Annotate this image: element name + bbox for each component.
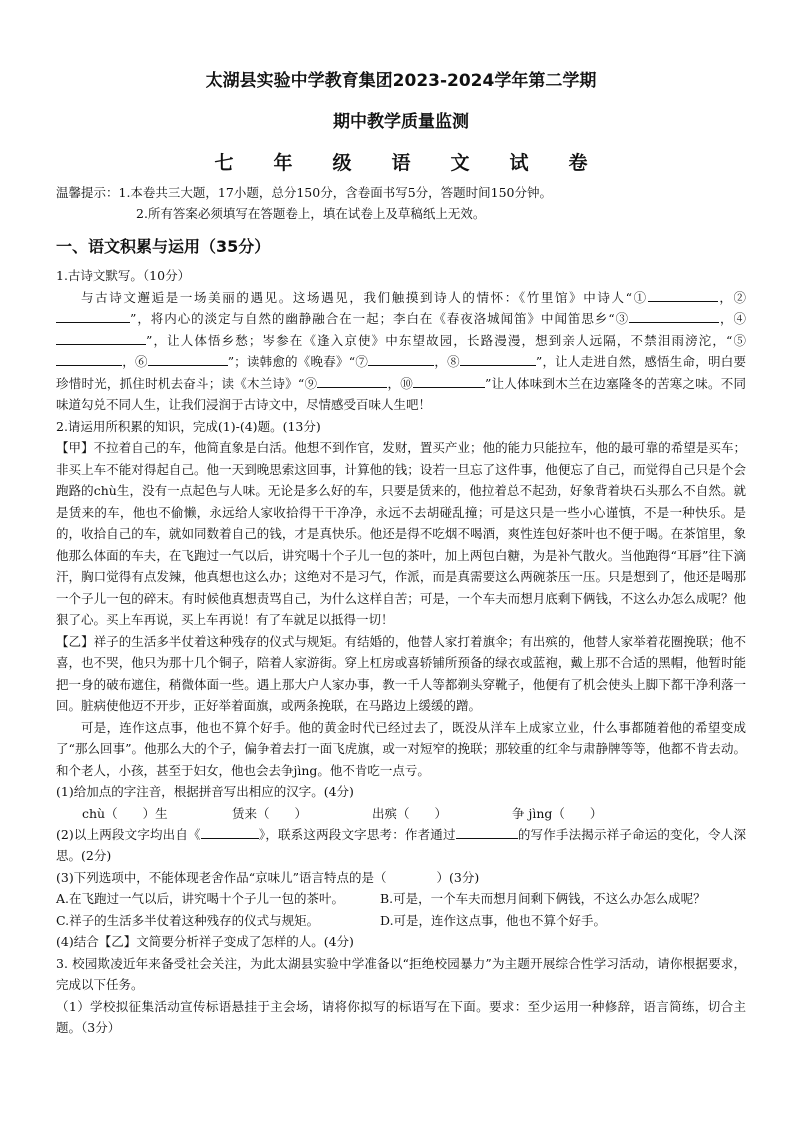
passage-text: ，④ [719,311,746,326]
subquestion-4-label: (4)结合【乙】文简要分析祥子变成了怎样的人。(4分) [56,934,354,949]
pinyin-row [56,803,746,824]
subquestion-1-label: (1)给加点的字注音，根据拼音写出相应的汉字。(4分) [56,784,354,799]
answer-blank-9[interactable] [317,373,387,388]
book-title-blank[interactable] [201,824,259,839]
passage-text: ，⑥ [122,354,148,369]
answer-blank-2[interactable] [56,308,130,323]
title-char: 卷 [568,152,588,174]
passage-yi-1: 【乙】祥子的生活多半仗着这种残存的仪式与规矩。有结婚的，他替人家打着旗伞；有出殡的，他替人家举着花圈挽联；他不喜，也不哭，他只为那十几个铜子，陪着人家游街。穿上杠房或喜轿铺所预备的绿衣或蓝袍，戴上那不合适的黑帽，他暂时能把一身的破布遮住，稍微体面一些。遇上那大户人家办事，教一千人等都剃头穿靴子，他便有了机会使头上脚下都干净利落一回。脏病使他迈不开步，正好举着面旗，或两条挽联，在马路边上缓缓的蹭。 [56,633,746,713]
answer-blank-7[interactable] [368,351,434,366]
title-char: 年 [273,152,293,174]
technique-blank[interactable] [456,824,518,839]
passage-jia: 【甲】不拉着自己的车，他简直象是白活。他想不到作官，发财，置买产业；他的能力只能拉车，他的最可靠的希望是买车；非买上车不能对得起自己。他一天到晚思索这回事，计算他的钱；设若一旦忘了这件事，他便忘了自己，而觉得自己只是个会跑路的chù生，没有一点起色与人味。无论是多么好的车，只要是赁来的，他拉着总不起劲，好象背着块石头那么不自然。就是赁来的车，他也不偷懒，永远给人家收拾得干干净净，永远不去胡碰乱撞；可是这只是一些小心谨慎，不是一种快乐。是的，收拾自己的车，就如同数着自己的钱，才是真快乐。他还是得不吃烟不喝酒，爽性连包好茶叶也不便于喝。在茶馆里，象他那么体面的车夫，在飞跑过一气以后，讲究喝十个子儿一包的茶叶，加上两包白糖，为是补气散火。当他跑得“耳唇”往下滴汗，胸口觉得有点发辣，他真想也这么办；这绝对不是习气，作派，而是真需要这么两碗茶压一压。只是想到了，他还是喝那一个子儿一包的碎末。有时候他真想责骂自己，为什么这样自苦；可是，一个车夫而想月底剩下俩钱，不这么办怎么成呢？他狠了心。买上车再说，买上车再说！有了车就足以抵得一切！ [56,440,746,627]
answer-blank-8[interactable] [460,351,536,366]
pinyin-item-3[interactable]: 出殡（ ） [372,805,448,821]
title-char: 文 [450,152,470,174]
subquestion-2-text: (2)以上两段文字均出自《 [56,826,201,842]
tip-line-1: 温馨提示：1.本卷共三大题，17小题，总分150分，含卷面书写5分，答题时间150分钟。 [56,185,553,200]
exam-page [56,58,746,1039]
option-c[interactable]: C.祥子的生活多半仗着这种残存的仪式与规矩。 [56,912,320,928]
question-2-label: 2.请运用所积累的知识，完成(1)-(4)题。(13分) [56,418,321,434]
answer-blank-10[interactable] [413,373,485,388]
question-1-label: 1.古诗文默写。（10分） [56,268,191,283]
answer-blank-5[interactable] [56,351,122,366]
answer-blank-6[interactable] [148,351,228,366]
subquestion-3-label: (3)下列选项中，不能体现老舍作品“京味儿”语言特点的是（ ）(3分) [56,869,480,885]
exam-subtitle: 期中教学质量监测 [333,112,469,132]
pinyin-item-4[interactable]: 争 jìng（ ） [512,805,603,821]
passage-text: ”；读韩愈的《晚春》“⑦ [227,354,369,369]
question-1-passage [56,287,746,416]
pinyin-item-2[interactable]: 赁来（ ） [232,805,308,821]
passage-text: ”让人体味到木兰在边塞隆冬的苦寒之味。不同味道勾兑不同人生，让我们浸润于古诗文中，尽情感受百味人生吧！ [56,375,746,412]
passage-yi-2: 可是，连作这点事，他也不算个好手。他的黄金时代已经过去了，既没从洋车上成家立业，什么事都随着他的希望变成了“那么回事”。他那么大的个子，偏争着去打一面飞虎旗，或一对短窄的挽联；那较重的红伞与肃静牌等等，他都不肯去动。和个老人，小孩，甚至于妇女，他也会去争jìng。他不肯吃一点亏。 [56,719,746,778]
option-b[interactable]: B.可是，一个车夫而想月间剩下俩钱，不这么办怎么成呢？ [380,891,706,906]
tip-line-2: 2.所有答案必须填写在答题卷上，填在试卷上及草稿纸上无效。 [136,206,486,221]
passage-text: ”，让人体悟乡愁；岑参在《逢入京使》中东望故园，长路漫漫，想到亲人远隔，不禁泪雨滂沱，“⑤ [146,332,746,348]
answer-blank-1[interactable] [648,287,718,302]
question-3-sub-1: （1）学校拟征集活动宣传标语悬挂于主会场，请将你拟写的标语写在下面。要求：至少运用一种修辞，语言简练，切合主题。（3分） [56,998,746,1035]
options-row-1 [56,888,746,910]
exam-school-title: 太湖县实验中学教育集团2023-2024学年第二学期 [205,71,597,91]
question-3-label: 3. 校园欺凌近年来备受社会关注，为此太湖县实验中学准备以“拒绝校园暴力”为主题开展综合性学习活动，请你根据要求，完成以下任务。 [56,955,746,992]
answer-blank-4[interactable] [56,330,146,345]
pinyin-item-1[interactable]: chù（ ）生 [82,805,168,821]
exam-paper-title [56,148,746,175]
passage-text: 与古诗文邂逅是一场美丽的遇见。这场遇见，我们触摸到诗人的情怀：《竹里馆》中诗人“① [81,289,648,305]
title-char: 语 [391,152,411,174]
passage-text: ，⑩ [387,375,413,391]
options-row-2 [56,910,746,932]
passage-text: ，⑧ [434,354,460,369]
passage-text: ”，将内心的淡定与自然的幽静融合在一起；李白在《春夜洛城闻笛》中闻笛思乡“③ [130,311,630,326]
passage-text: ”，让人走进自然，感悟生命，明白要珍惜时光，抓住时机去奋斗；读《木兰诗》“⑨ [56,354,746,391]
subquestion-2 [56,824,746,867]
section-heading: 一、语文积累与运用（35分） [56,237,271,256]
subquestion-2-text: 》，联系这两段文字思考：作者通过 [258,826,456,842]
passage-text: ，② [717,289,746,305]
subquestion-2-text: 的写作手法揭示祥子命运的变化，令人深思。(2分) [56,826,746,863]
option-d[interactable]: D.可是，连作这点事，他也不算个好手。 [380,912,607,928]
exam-tips [56,182,746,224]
title-char: 试 [509,152,529,174]
title-char: 七 [214,152,234,174]
answer-blank-3[interactable] [629,308,719,323]
option-a[interactable]: A.在飞跑过一气以后，讲究喝十个子儿一包的茶叶。 [56,891,345,906]
title-char: 级 [332,152,352,174]
